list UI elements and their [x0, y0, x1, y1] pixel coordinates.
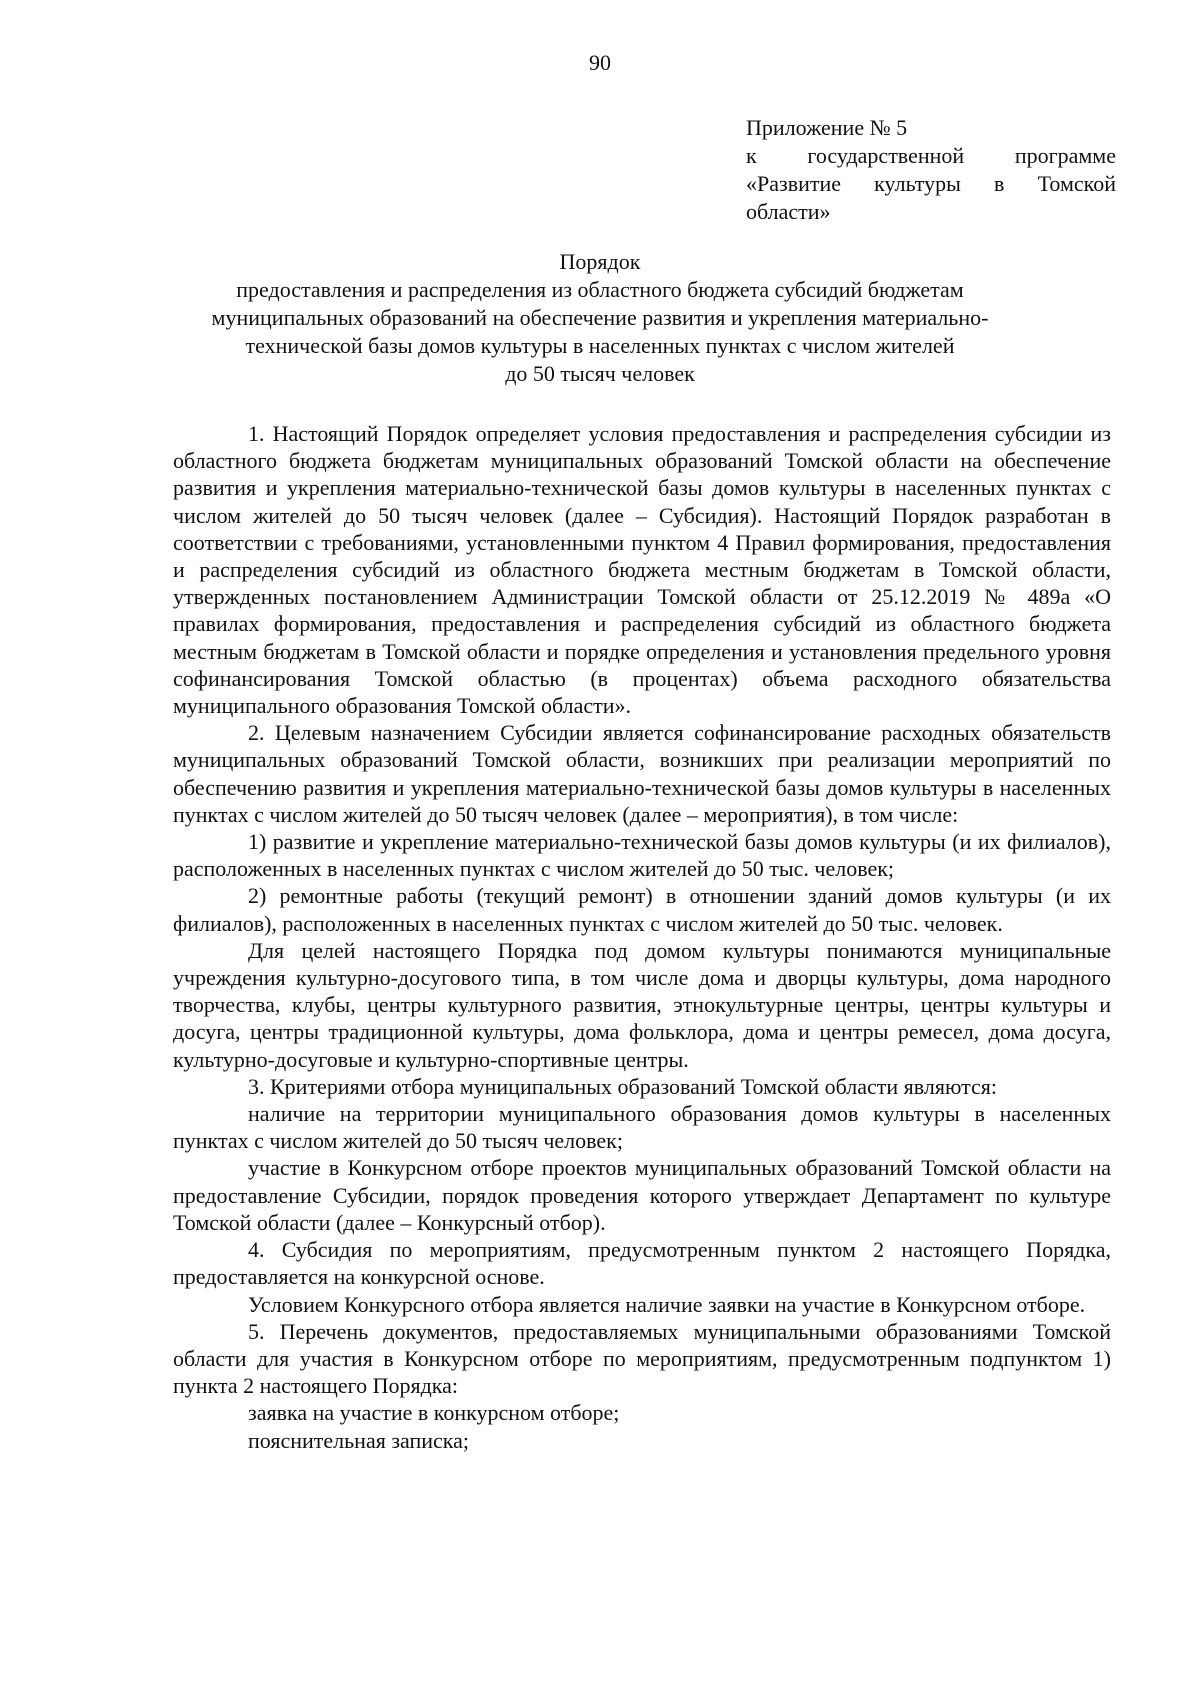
paragraph-3-criterion-1: наличие на территории муниципального образования домов культуры в населенных пунктах с числом жителей до 50 тысяч человек; [173, 1101, 1111, 1154]
paragraph-4: 4. Субсидия по мероприятиям, предусмотренным пунктом 2 настоящего Порядка, предоставляется на конкурсной основе. [173, 1237, 1111, 1290]
appendix-line-2: к государственной программе [746, 143, 1116, 168]
title-line-2: муниципальных образований на обеспечение развития и укрепления материально- [211, 305, 989, 330]
paragraph-2-item-2: 2) ремонтные работы (текущий ремонт) в отношении зданий домов культуры (и их филиалов), расположенных в населенных пунктах с числом жителей до 50 тыс. человек. [173, 883, 1111, 936]
title-line-1: предоставления и распределения из областного бюджета субсидий бюджетам [236, 277, 964, 302]
title-heading: Порядок [559, 249, 641, 274]
paragraph-3: 3. Критериями отбора муниципальных образований Томской области являются: [248, 1073, 997, 1099]
title-line-3: технической базы домов культуры в населенных пунктах с числом жителей [245, 333, 955, 358]
appendix-line-1: Приложение № 5 [746, 115, 908, 140]
paragraph-4-condition: Условием Конкурсного отбора является наличие заявки на участие в Конкурсном отборе. [248, 1291, 1086, 1317]
paragraph-5-item-application: заявка на участие в конкурсном отборе; [248, 1400, 620, 1426]
appendix-line-4: области» [746, 199, 831, 224]
document-body [173, 420, 1111, 1454]
paragraph-2-item-1: 1) развитие и укрепление материально-технической базы домов культуры (и их филиалов), расположенных в населенных пунктах с числом жителей до 50 тыс. человек; [173, 829, 1111, 882]
title-line-4: до 50 тысяч человек [505, 361, 695, 386]
paragraph-2: 2. Целевым назначением Субсидии является софинансирование расходных обязательств муниципальных образований Томской области, возникших при реализации мероприятий по обеспечению развития и укрепления материально-технической базы домов культуры в населенных пунктах с числом жителей до 50 тысяч человек (далее – мероприятия), в том числе: [173, 720, 1111, 827]
paragraph-5: 5. Перечень документов, предоставляемых муниципальными образованиями Томской области для участия в Конкурсном отборе по мероприятиям, предусмотренным подпунктом 1) пункта 2 настоящего Порядка: [173, 1318, 1111, 1399]
document-title [160, 248, 1040, 388]
appendix-line-3: «Развитие культуры в Томской [746, 171, 1116, 196]
paragraph-house-of-culture-definition: Для целей настоящего Порядка под домом культуры понимаются муниципальные учреждения культурно-досугового типа, в том числе дома и дворцы культуры, дома народного творчества, клубы, центры культурного развития, этнокультурные центры, центры культуры и досуга, центры традиционной культуры, дома фольклора, дома и центры ремесел, дома досуга, культурно-досуговые и культурно-спортивные центры. [173, 937, 1111, 1072]
page-number: 90 [589, 50, 611, 75]
paragraph-1: 1. Настоящий Порядок определяет условия предоставления и распределения субсидии из областного бюджета бюджетам муниципальных образований Томской области на обеспечение развития и укрепления материально-технической базы домов культуры в населенных пунктах с числом жителей до 50 тысяч человек (далее – Субсидия). Настоящий Порядок разработан в соответствии с требованиями, установленными пунктом 4 Правил формирования, предоставления и распределения субсидий из областного бюджета местным бюджетам в Томской области, утвержденных постановлением Администрации Томской области от 25.12.2019 № 489а «О правилах формирования, предоставления и распределения субсидий из областного бюджета местным бюджетам в Томской области и порядке определения и установления предельного уровня софинансирования Томской областью (в процентах) объема расходного обязательства муниципального образования Томской области». [173, 421, 1111, 719]
appendix-reference [746, 114, 1116, 226]
paragraph-5-item-explanatory-note: пояснительная записка; [248, 1427, 470, 1453]
paragraph-3-criterion-2: участие в Конкурсном отборе проектов муниципальных образований Томской области на предоставление Субсидии, порядок проведения которого утверждает Департамент по культуре Томской области (далее – Конкурсный отбор). [173, 1155, 1111, 1235]
